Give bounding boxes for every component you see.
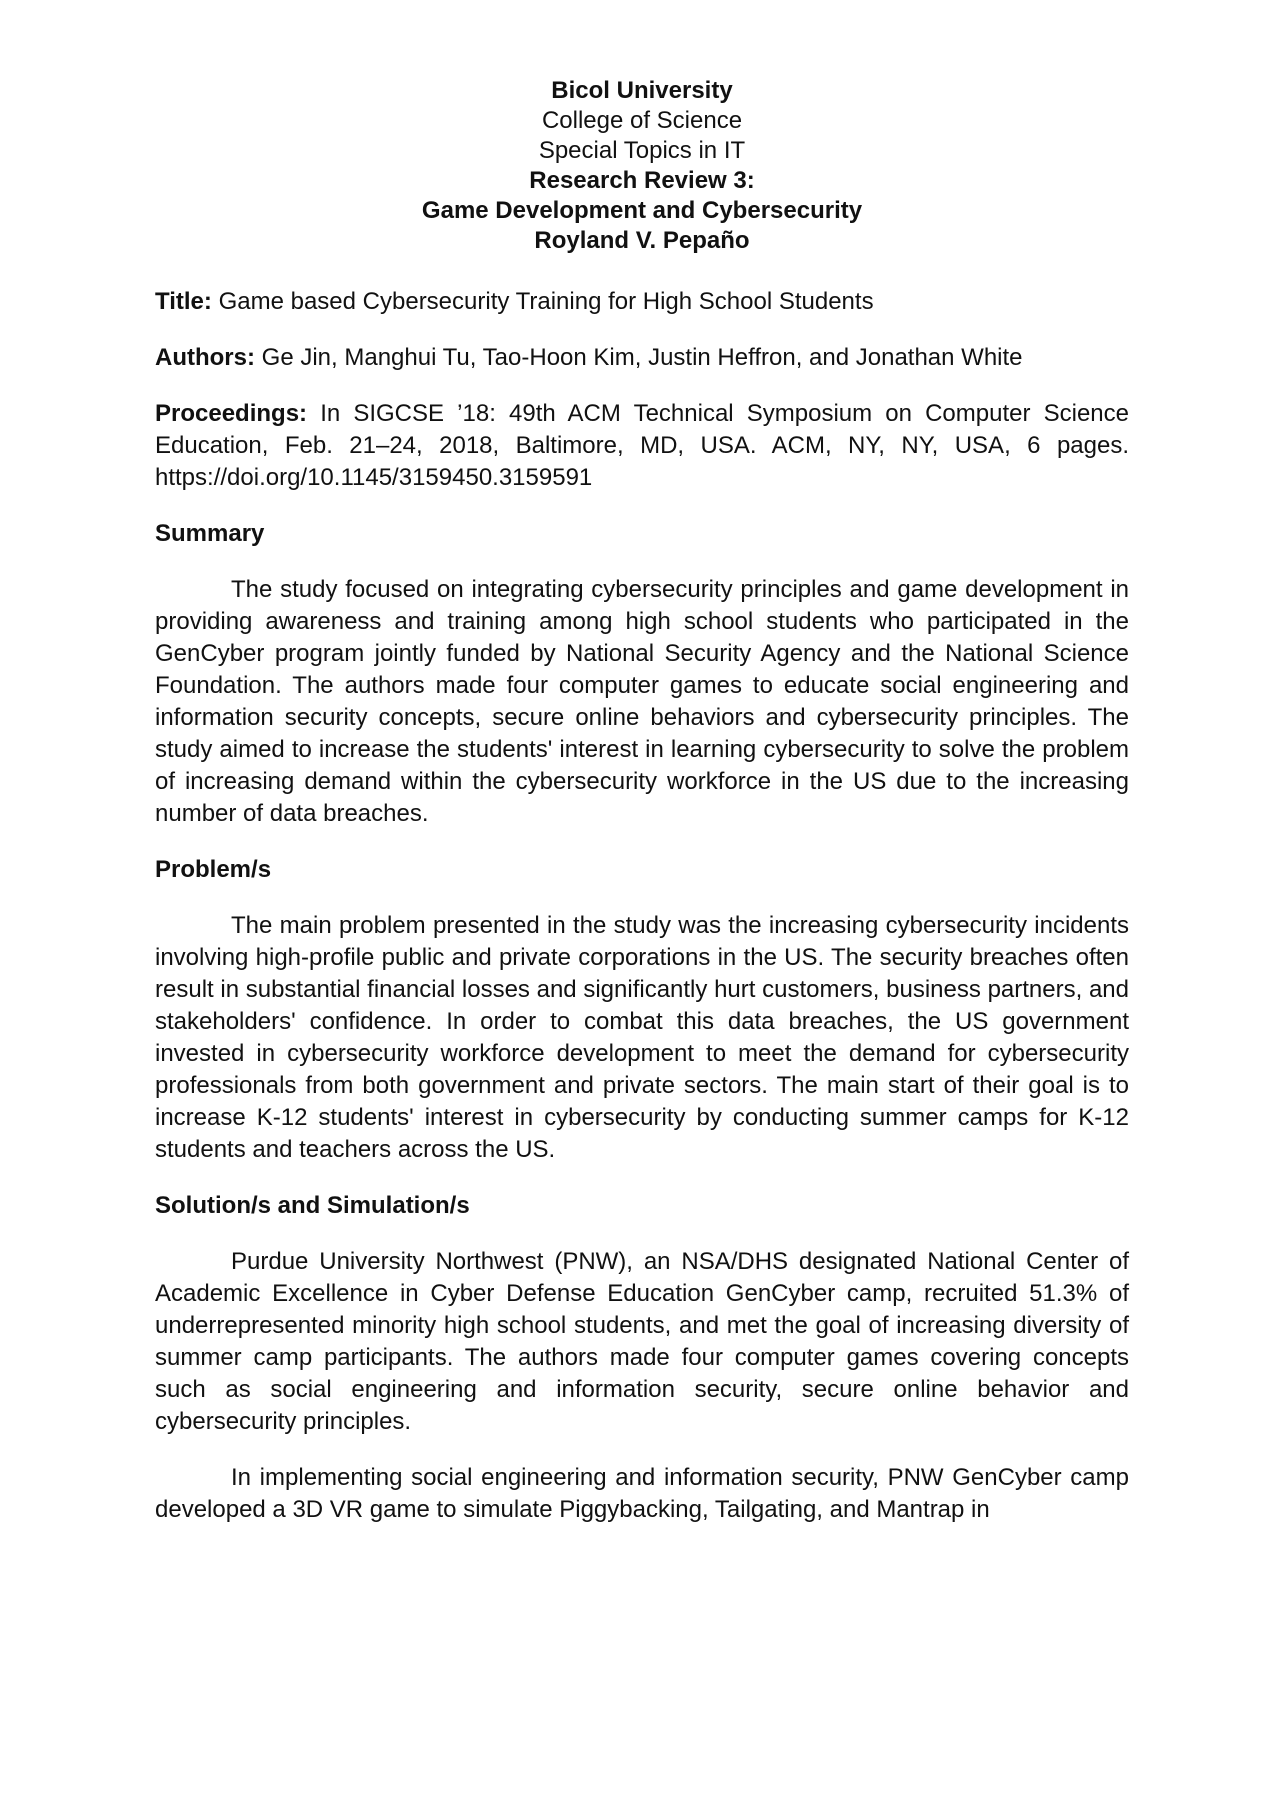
title-label: Title: — [155, 288, 212, 315]
course-name: Special Topics in IT — [538, 137, 746, 164]
problems-paragraph: The main problem presented in the study was the increasing cybersecurity incidents involving high-profile public and private corporations in the US. The security breaches often result in substantial financial losses and significantly hurt customers, business partners, and stakeholders' confidence. In order to combat this data breaches, the US government invested in cybersecurity workforce development to meet the demand for cybersecurity professionals from both government and private sectors. The main start of their goal is to increase K-12 students' interest in cybersecurity by conducting summer camps for K-12 students and teachers across the US. — [155, 912, 1129, 1163]
proceedings-value: In SIGCSE ’18: 49th ACM Technical Symposium on Computer Science Education, Feb. 21–24, 2018, Baltimore, MD, USA. ACM, NY, NY, USA, 6 pages. https://doi.org/10.1145/3159450.3159591 — [155, 400, 1129, 491]
summary-paragraph: The study focused on integrating cybersecurity principles and game development in providing awareness and training among high school students who participated in the GenCyber program jointly funded by National Security Agency and the National Science Foundation. The authors made four computer games to educate social engineering and information security concepts, secure online behaviors and cybersecurity principles. The study aimed to increase the students' interest in learning cybersecurity to solve the problem of increasing demand within the cybersecurity workforce in the US due to the increasing number of data breaches. — [155, 576, 1129, 827]
authors-label: Authors: — [155, 344, 255, 371]
proceedings-label: Proceedings: — [155, 400, 308, 427]
review-number: Research Review 3: — [529, 167, 755, 194]
authors-line — [155, 342, 1129, 374]
summary-heading: Summary — [155, 520, 265, 547]
review-topic: Game Development and Cybersecurity — [421, 197, 863, 224]
author-name: Royland V. Pepaño — [534, 227, 750, 254]
title-line — [155, 286, 1129, 318]
document-page — [155, 76, 1129, 1526]
authors-value: Ge Jin, Manghui Tu, Tao-Hoon Kim, Justin Heffron, and Jonathan White — [261, 344, 1023, 371]
solutions-paragraph-1: Purdue University Northwest (PNW), an NSA/DHS designated National Center of Academic Excellence in Cyber Defense Education GenCyber camp, recruited 51.3% of underrepresented minority high school students, and met the goal of increasing diversity of summer camp participants. The authors made four computer games covering concepts such as social engineering and information security, secure online behavior and cybersecurity principles. — [155, 1248, 1129, 1435]
proceedings-line — [155, 398, 1129, 494]
document-header — [155, 76, 1129, 256]
college-name: College of Science — [541, 107, 743, 134]
problems-heading: Problem/s — [155, 856, 272, 883]
solutions-heading: Solution/s and Simulation/s — [155, 1192, 470, 1219]
university-name: Bicol University — [551, 77, 733, 104]
title-value: Game based Cybersecurity Training for High School Students — [218, 288, 874, 315]
solutions-paragraph-2: In implementing social engineering and information security, PNW GenCyber camp developed a 3D VR game to simulate Piggybacking, Tailgating, and Mantrap in — [155, 1464, 1129, 1523]
